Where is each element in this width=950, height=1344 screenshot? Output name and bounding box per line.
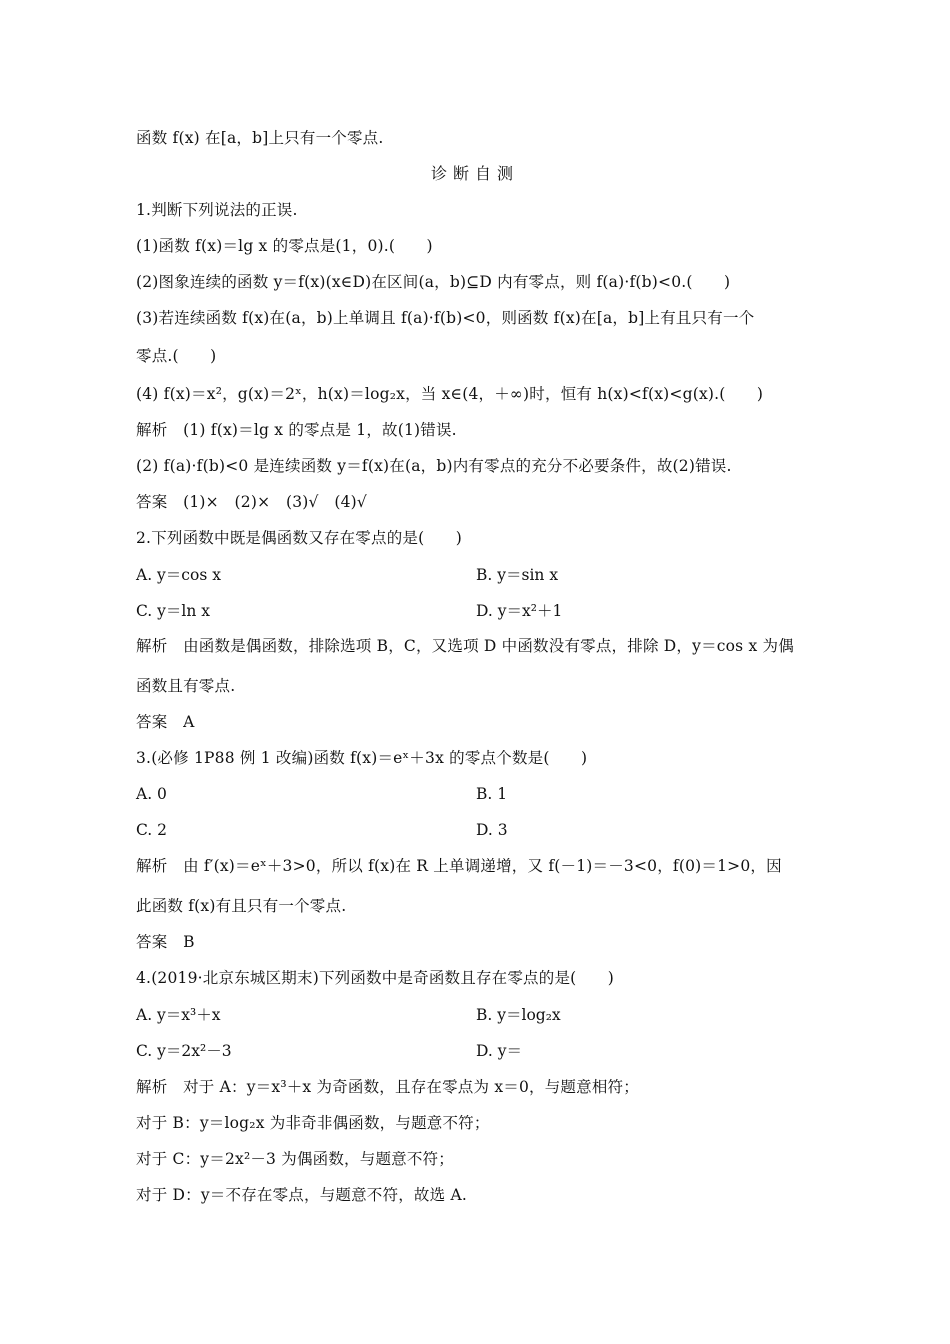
q1-answer: 答案 (1)× (2)× (3)√ (4)√: [136, 493, 367, 511]
question-2: 2.下列函数中既是偶函数又存在零点的是( ): [136, 529, 462, 547]
intro-line: 函数 f(x) 在[a，b]上只有一个零点.: [136, 129, 384, 147]
q4-analysis-b: 对于 B：y＝log₂x 为非奇非偶函数，与题意不符；: [136, 1114, 490, 1132]
q2-analysis-cont: 函数且有零点.: [136, 677, 236, 695]
q3-option-d: D. 3: [476, 821, 508, 839]
q2-analysis: 解析 由函数是偶函数，排除选项 B，C，又选项 D 中函数没有零点，排除 D，y＝cos x 为偶: [136, 637, 794, 655]
section-title: 诊断自测: [430, 164, 519, 183]
q2-option-d: D. y＝x²＋1: [476, 602, 563, 620]
q1-analysis-1: 解析 (1) f(x)＝lg x 的零点是 1，故(1)错误.: [136, 421, 457, 439]
q1-statement-3-cont: 零点.( ): [136, 347, 217, 365]
q2-option-c: C. y＝ln x: [136, 602, 211, 620]
q4-option-c: C. y＝2x²－3: [136, 1042, 232, 1060]
q1-statement-4: (4) f(x)＝x²，g(x)＝2ˣ，h(x)＝log₂x，当 x∈(4，＋∞)时，恒有 h(x)<f(x)<g(x).( ): [136, 385, 764, 403]
question-4: 4.(2019·北京东城区期末)下列函数中是奇函数且存在零点的是( ): [136, 969, 615, 987]
q4-analysis-d: 对于 D：y＝不存在零点，与题意不符，故选 A.: [136, 1186, 467, 1204]
q3-option-c: C. 2: [136, 821, 168, 839]
q2-option-a: A. y＝cos x: [136, 566, 221, 584]
question-1: 1.判断下列说法的正误.: [136, 201, 298, 219]
q2-option-b: B. y＝sin x: [476, 566, 559, 584]
q4-option-a: A. y＝x³＋x: [136, 1006, 221, 1024]
q1-statement-2: (2)图象连续的函数 y＝f(x)(x∈D)在区间(a，b)⊆D 内有零点，则 f(a)·f(b)<0.( ): [136, 273, 731, 291]
q3-answer: 答案 B: [136, 933, 195, 951]
q1-statement-1: (1)函数 f(x)＝lg x 的零点是(1，0).( ): [136, 237, 433, 255]
q3-option-a: A. 0: [136, 785, 167, 803]
q1-statement-3: (3)若连续函数 f(x)在(a，b)上单调且 f(a)·f(b)<0，则函数 f(x)在[a，b]上有且只有一个: [136, 309, 755, 327]
q4-analysis-c: 对于 C：y＝2x²－3 为偶函数，与题意不符；: [136, 1150, 454, 1168]
q4-option-b: B. y＝log₂x: [476, 1006, 561, 1024]
q3-option-b: B. 1: [476, 785, 508, 803]
question-3: 3.(必修 1P88 例 1 改编)函数 f(x)＝eˣ＋3x 的零点个数是( ): [136, 749, 588, 767]
q4-analysis-a: 解析 对于 A：y＝x³＋x 为奇函数，且存在零点为 x＝0，与题意相符；: [136, 1078, 639, 1096]
q3-analysis-cont: 此函数 f(x)有且只有一个零点.: [136, 897, 347, 915]
q1-analysis-2: (2) f(a)·f(b)<0 是连续函数 y＝f(x)在(a，b)内有零点的充分不必要条件，故(2)错误.: [136, 457, 732, 475]
q3-analysis: 解析 由 f′(x)＝eˣ＋3>0，所以 f(x)在 R 上单调递增，又 f(－1)＝－3<0，f(0)＝1>0，因: [136, 857, 782, 875]
q2-answer: 答案 A: [136, 713, 195, 731]
q4-option-d: D. y＝: [476, 1042, 522, 1060]
